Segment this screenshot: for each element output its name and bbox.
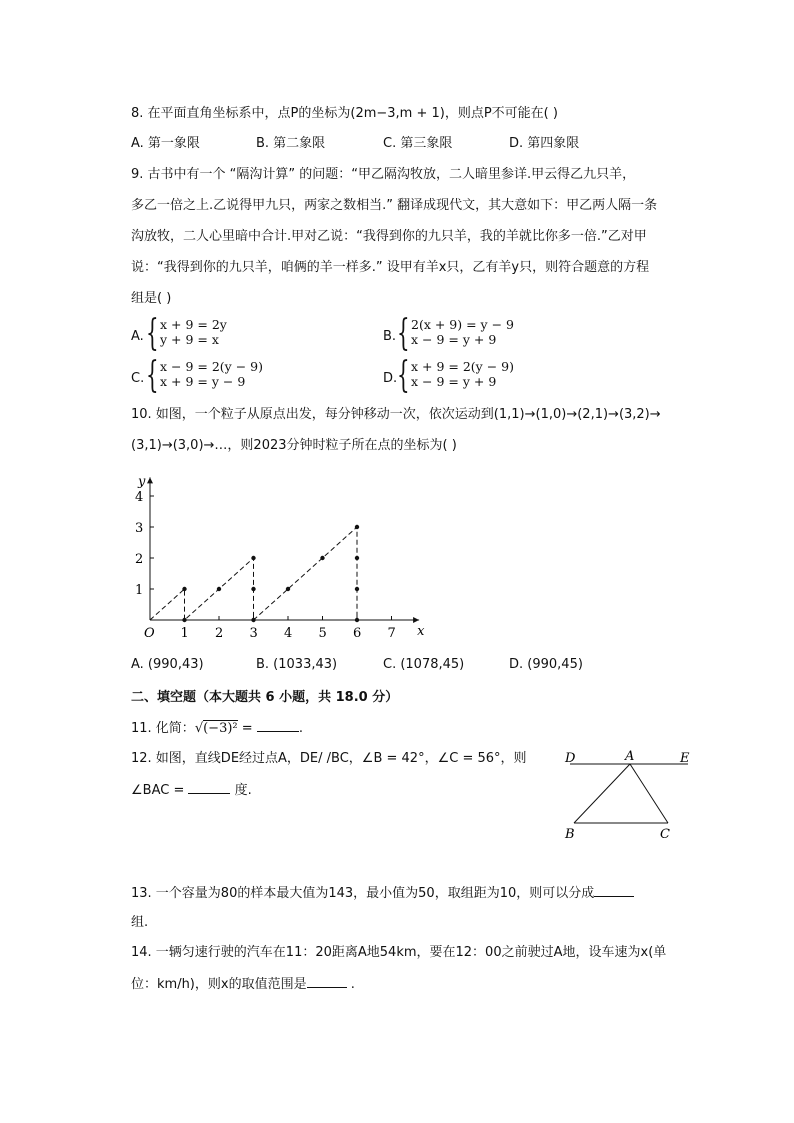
label-e: E — [680, 751, 690, 766]
y-axis-label: y — [138, 474, 146, 490]
label-a: A — [625, 749, 635, 764]
data-point — [217, 587, 221, 591]
sqrt-icon: √ — [194, 721, 204, 736]
equation-1: 2(x + 9) = y − 9 — [411, 317, 514, 332]
equation-2: x + 9 = y − 9 — [160, 374, 246, 389]
q9-line-5: 组是( ) — [131, 291, 172, 306]
data-point — [355, 618, 359, 622]
q11-radicand: (−3)² — [203, 721, 238, 736]
q14-end: . — [346, 977, 355, 992]
q13-line-2: 组. — [131, 915, 149, 930]
brace-icon: { — [397, 355, 410, 396]
q14-line-1: 14. 一辆匀速行驶的汽车在11：20距离A地54km，要在12：00之前驶过A地，设车速为x(单 — [131, 945, 667, 960]
equation-2: x − 9 = y + 9 — [411, 374, 497, 389]
y-tick-label: 3 — [135, 521, 144, 536]
q8-option-a: A. 第一象限 — [131, 136, 200, 151]
option-label: C. — [131, 371, 145, 386]
option-label: B. — [383, 329, 397, 344]
particle-path — [150, 527, 357, 620]
q9-line-1: 9. 古书中有一个 “隔沟计算” 的问题：“甲乙隔沟牧放，二人暗里参详.甲云得乙九只羊， — [131, 167, 636, 182]
q12-triangle-figure — [560, 745, 705, 845]
data-point — [251, 556, 255, 560]
q14-line-2 — [131, 973, 355, 995]
y-tick-label: 4 — [135, 490, 144, 505]
label-c: C — [660, 827, 670, 842]
q12-angle-label: ∠BAC = — [131, 783, 189, 798]
q8-stem: 8. 在平面直角坐标系中，点P的坐标为(2m−3,m + 1)，则点P不可能在( ) — [131, 106, 558, 121]
equation-2: y + 9 = x — [160, 332, 219, 347]
q12-line-1: 12. 如图，直线DE经过点A，DE/ /BC，∠B = 42°，∠C = 56°，则 — [131, 751, 527, 766]
y-tick-label: 2 — [135, 552, 144, 567]
origin-label: O — [144, 626, 155, 641]
q11-prefix: 11. 化简： — [131, 721, 195, 736]
data-point — [286, 587, 290, 591]
q12-unit: 度. — [230, 783, 252, 798]
data-point — [182, 587, 186, 591]
x-axis-label: x — [417, 624, 425, 639]
x-tick-label: 7 — [387, 626, 396, 641]
data-point — [182, 618, 186, 622]
x-tick-label: 1 — [180, 626, 189, 641]
x-tick-label: 6 — [353, 626, 362, 641]
section-heading: 二、填空题（本大题共 6 小题，共 18.0 分） — [131, 690, 399, 705]
q9-line-3: 沟放牧，二人心里暗中合计.甲对乙说：“我得到你的九只羊，我的羊就比你多一倍.”乙对甲 — [131, 229, 647, 244]
q11 — [131, 717, 303, 739]
data-point — [355, 556, 359, 560]
option-label: D. — [383, 371, 398, 386]
q13-line-1 — [131, 882, 634, 904]
q8-option-b: B. 第二象限 — [256, 136, 326, 151]
x-tick-label: 4 — [284, 626, 293, 641]
q8-option-c: C. 第三象限 — [383, 136, 453, 151]
x-tick-label: 3 — [249, 626, 258, 641]
q12-line-2 — [131, 779, 252, 801]
label-b: B — [565, 827, 575, 842]
q14-answer-blank[interactable] — [307, 973, 347, 988]
q10-line-1: 10. 如图，一个粒子从原点出发，每分钟移动一次，依次运动到(1,1)→(1,0)→(2,1)→(3,2)→ — [131, 407, 661, 422]
label-d: D — [565, 751, 576, 766]
brace-icon: { — [146, 313, 159, 354]
q12-answer-blank[interactable] — [188, 779, 230, 794]
x-tick-label: 2 — [215, 626, 224, 641]
q11-answer-blank[interactable] — [257, 717, 299, 732]
brace-icon: { — [397, 313, 410, 354]
q9-line-4: 说：“我得到你的九只羊，咱俩的羊一样多.” 设甲有羊x只，乙有羊y只，则符合题意的方程 — [131, 260, 650, 275]
option-label: A. — [131, 329, 144, 344]
q10-option-c: C. (1078,45) — [383, 657, 465, 672]
q11-end: . — [298, 721, 303, 736]
brace-icon: { — [146, 355, 159, 396]
q10-option-b: B. (1033,43) — [256, 657, 338, 672]
q8-option-d: D. 第四象限 — [509, 136, 580, 151]
y-tick-label: 1 — [135, 583, 144, 598]
data-point — [355, 525, 359, 529]
data-point — [320, 556, 324, 560]
segment-ac — [630, 764, 668, 823]
q13-answer-blank[interactable] — [594, 882, 634, 897]
q13-text: 13. 一个容量为80的样本最大值为143，最小值为50，取组距为10，则可以分成 — [131, 886, 595, 901]
q14-text: 位：km/h)，则x的取值范围是 — [131, 977, 307, 992]
q10-option-d: D. (990,45) — [509, 657, 583, 672]
equation-1: x + 9 = 2(y − 9) — [411, 359, 514, 374]
q10-coordinate-chart — [130, 460, 430, 645]
x-tick-label: 5 — [318, 626, 327, 641]
q9-line-2: 多乙一倍之上.乙说得甲九只，两家之数相当.” 翻译成现代文，其大意如下：甲乙两人隔一条 — [131, 198, 658, 213]
equation-1: x − 9 = 2(y − 9) — [160, 359, 263, 374]
equation-1: x + 9 = 2y — [160, 317, 227, 332]
equation-2: x − 9 = y + 9 — [411, 332, 497, 347]
data-point — [251, 618, 255, 622]
q10-line-2: (3,1)→(3,0)→…，则2023分钟时粒子所在点的坐标为( ) — [131, 438, 457, 453]
data-point — [251, 587, 255, 591]
q11-equals: = — [237, 721, 257, 736]
q10-option-a: A. (990,43) — [131, 657, 204, 672]
data-point — [355, 587, 359, 591]
segment-ab — [574, 764, 630, 823]
